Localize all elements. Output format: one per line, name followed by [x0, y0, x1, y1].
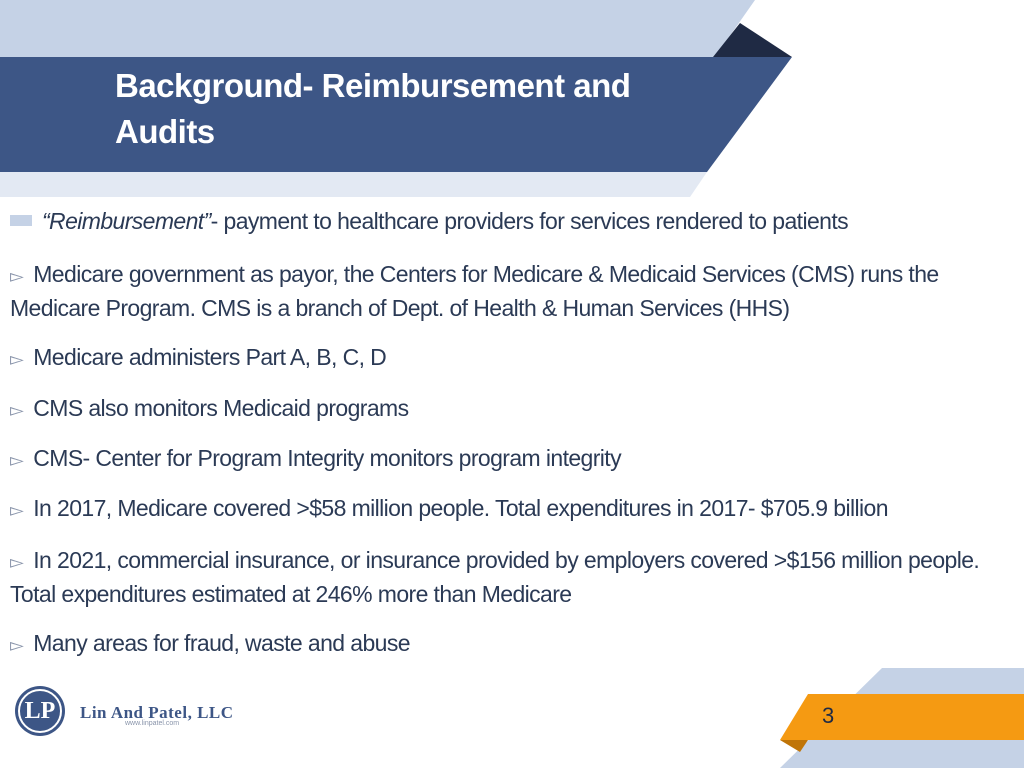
- slide-title: Background- Reimbursement and Audits: [115, 67, 631, 150]
- arrow-bullet-icon: ▻: [10, 552, 24, 572]
- bullet-item: [10, 341, 386, 375]
- bullet-text: CMS- Center for Program Integrity monitors program integrity: [33, 445, 622, 471]
- bullet-item: [10, 627, 410, 661]
- title-lower-strip: [0, 172, 707, 197]
- bullet-text: Many areas for fraud, waste and abuse: [33, 630, 410, 656]
- square-bullet-icon: [10, 215, 32, 226]
- bullet-item: [10, 492, 888, 526]
- arrow-bullet-icon: ▻: [10, 400, 24, 420]
- bullet-text: In 2021, commercial insurance, or insurance provided by employers covered >$156 million people. Total expenditures estimated at 246% more than Medicare: [10, 547, 980, 607]
- top-light-band: [0, 0, 755, 57]
- bullet-text: Medicare administers Part A, B, C, D: [33, 344, 387, 370]
- arrow-bullet-icon: ▻: [10, 450, 24, 470]
- bullet-item: [10, 442, 621, 476]
- bullet-text: In 2017, Medicare covered >$58 million people. Total expenditures in 2017- $705.9 billion: [33, 495, 888, 521]
- logo-name: Lin And Patel, LLC: [80, 703, 234, 722]
- arrow-bullet-icon: ▻: [10, 635, 24, 655]
- bullet-text: CMS also monitors Medicaid programs: [33, 395, 409, 421]
- bullet-text: Medicare government as payor, the Centers for Medicare & Medicaid Services (CMS) runs the Medicare Program. CMS is a branch of Dept. of Health & Human Services (HHS): [10, 261, 939, 321]
- bullet-item: [10, 392, 409, 426]
- arrow-bullet-icon: ▻: [10, 500, 24, 520]
- arrow-bullet-icon: ▻: [10, 266, 24, 286]
- page-number: 3: [822, 703, 835, 728]
- bullet-item: [10, 258, 1000, 324]
- bullet-term: “Reimbursement”: [42, 208, 211, 234]
- logo-monogram: LP: [24, 698, 56, 724]
- page-number-tag: [780, 694, 1024, 740]
- arrow-bullet-icon: ▻: [10, 349, 24, 369]
- logo-url: www.linpatel.com: [125, 720, 180, 727]
- bullet-item: [10, 544, 1000, 610]
- bullet-item: [10, 205, 848, 237]
- bullet-text: - payment to healthcare providers for services rendered to patients: [210, 208, 849, 234]
